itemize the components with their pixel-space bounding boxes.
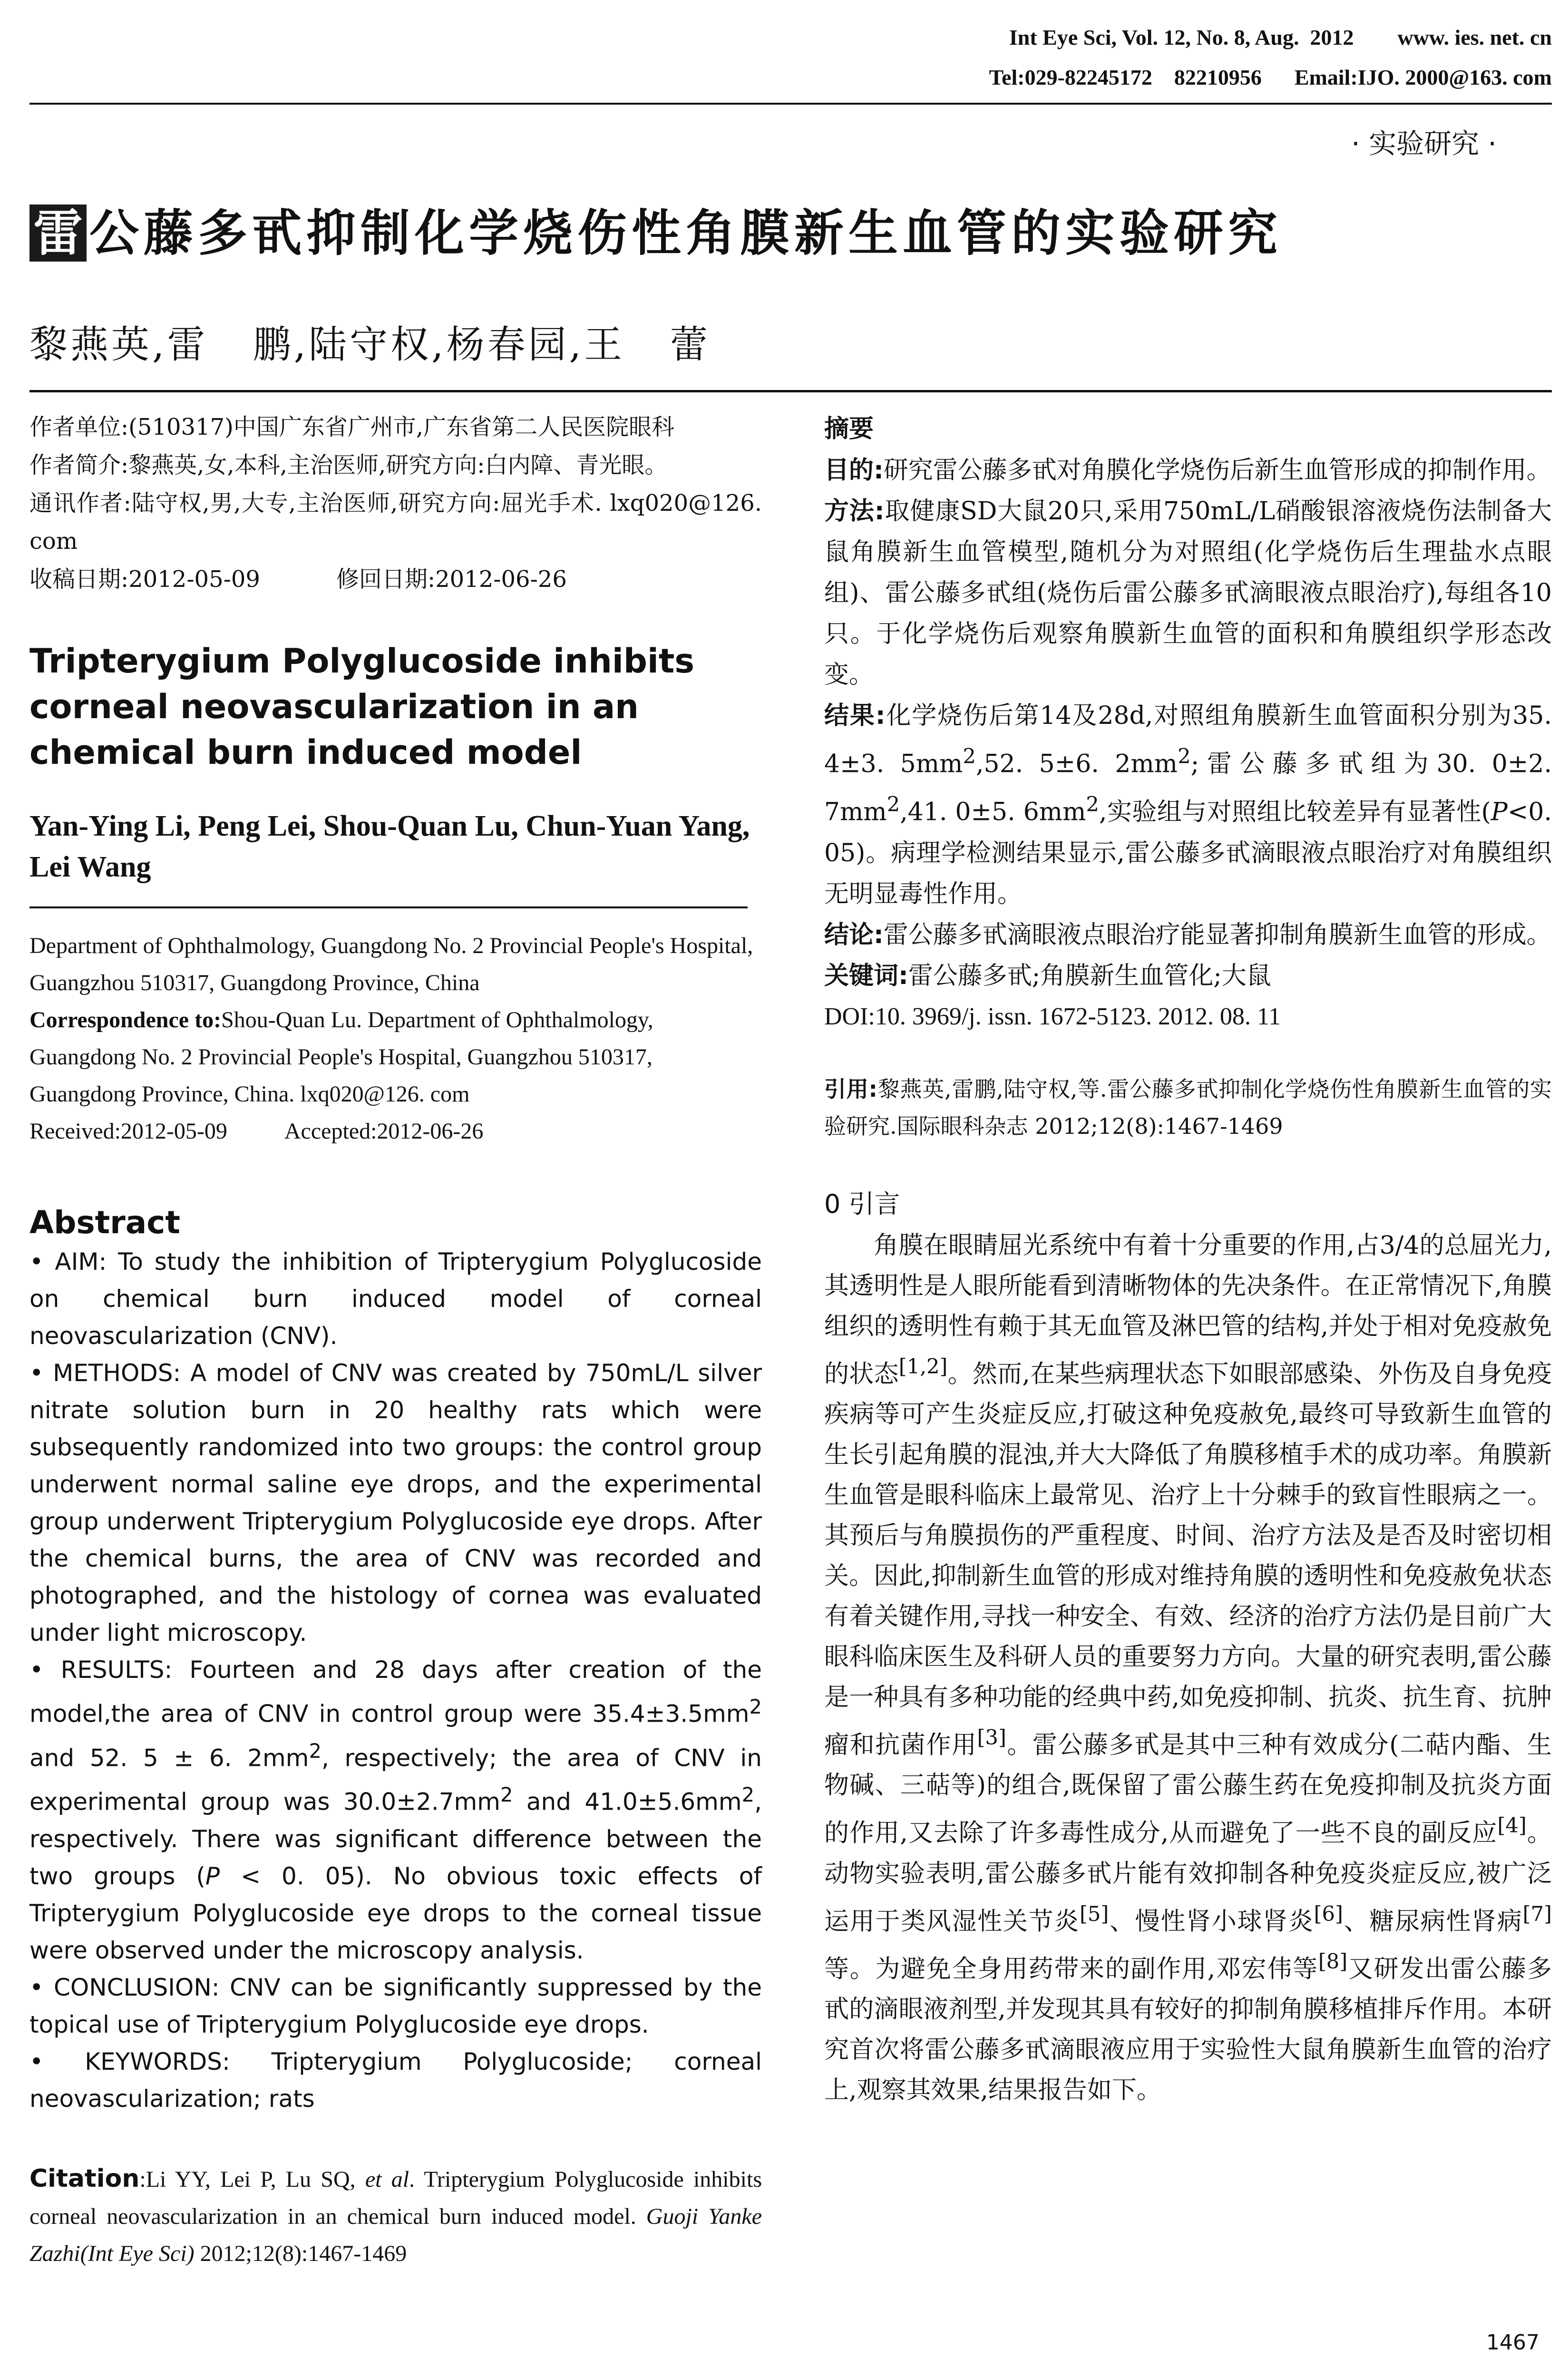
results-text-4: and 41.0±5.6mm: [513, 1788, 742, 1816]
cn-methods: [824, 491, 1552, 695]
section-tag: · 实验研究 ·: [1351, 127, 1497, 160]
citation-etal: et al: [365, 2166, 409, 2192]
cn-conclusion-label: 结论:: [824, 920, 884, 949]
doi: DOI:10. 3969/j. issn. 1672-5123. 2012. 08. 11: [824, 1003, 1281, 1030]
cn-results-3: ;雷公藤多甙组为30. 0±2. 7mm: [824, 750, 1552, 827]
cn-citation-label: 引用:: [824, 1076, 877, 1102]
page-number: 1467: [1486, 2330, 1539, 2355]
ref-citation: [4]: [1497, 1814, 1527, 1838]
english-authors: Yan-Ying Li, Peng Lei, Shou-Quan Lu, Chun-Yuan Yang, Lei Wang: [29, 810, 750, 883]
conclusion-label: • CONCLUSION:: [29, 1973, 220, 2001]
abstract-conclusion: [29, 1969, 762, 2043]
methods-label: • METHODS:: [29, 1359, 181, 1387]
citation-en: [29, 2160, 762, 2272]
abstract-aim: [29, 1243, 762, 1354]
superscript: 2: [1178, 745, 1191, 769]
ref-citation: [6]: [1314, 1902, 1344, 1926]
methods-text: A model of CNV was created by 750mL/L silver nitrate solution burn in 20 healthy rats which were subsequently randomized into two groups: the control group underwent normal saline eye drops, and the experimental group underwent Tripterygium Polyglucoside eye drops. After the chemical burns, the area of CNV was recorded and photographed, and the histology of cornea was evaluated under light microscopy.: [29, 1359, 762, 1646]
intro-text: 、糖尿病性肾病: [1343, 1907, 1523, 1936]
left-column: [29, 408, 762, 2272]
cn-results-4: ,41. 0±5. 6mm: [900, 798, 1086, 827]
cn-results-label: 结果:: [824, 701, 886, 730]
cn-received: 收稿日期:2012-05-09: [29, 566, 260, 593]
intro-text: 。雷公藤多甙是其中三种有效成分(二萜内酯、生物碱、三萜等)的组合,既保留了雷公藤生药在免疫抑制及抗炎方面的作用,又去除了许多毒性成分,从而避免了一些不良的副反应: [824, 1731, 1552, 1848]
cn-revised: 修回日期:2012-06-26: [336, 566, 567, 593]
results-text-6: < 0. 05). No obvious toxic effects of Tripterygium Polyglucoside eye drops to the corneal tissue were observed under the microscopy analysis.: [29, 1862, 762, 1964]
intro-text: 等。为避免全身用药带来的副作用,邓宏伟等: [824, 1955, 1318, 1984]
cn-results-6: <0. 05)。病理学检测结果显示,雷公藤多甙滴眼液点眼治疗对角膜组织无明显毒性作用。: [824, 798, 1552, 908]
cn-conclusion: [824, 915, 1552, 955]
department: Department of Ophthalmology, Guangdong No. 2 Provincial People's Hospital, Guangzhou 510317, Guangdong Province, China: [29, 933, 753, 995]
cn-dates: [29, 560, 762, 598]
intro-text: 、慢性肾小球肾炎: [1109, 1907, 1314, 1936]
superscript: 2: [963, 745, 976, 769]
english-title: Tripterygium Polyglucoside inhibits corneal neovascularization in an chemical burn induced model: [29, 642, 695, 772]
intro-text: 。然而,在某些病理状态下如眼部感染、外伤及自身免疫疾病等可产生炎症反应,打破这种免疫赦免,最终可导致新生血管的生长引起角膜的混浊,并大大降低了角膜移植手术的成功率。角膜新生血管是眼科临床上最常见、治疗上十分棘手的致盲性眼病之一。其预后与角膜损伤的严重程度、时间、治疗方法及是否及时密切相关。因此,抑制新生血管的形成对维持角膜的透明性和免疫赦免状态有着关键作用,寻找一种安全、有效、经济的治疗方法仍是目前广大眼科临床医生及科研人员的重要努力方向。大量的研究表明,雷公藤是一种具有多种功能的经典中药,如免疫抑制、抗炎、抗生育、抗肿瘤和抗菌作用: [824, 1359, 1552, 1760]
ref-citation: [3]: [977, 1725, 1006, 1750]
cn-results-1: 化学烧伤后第14及28d,对照组角膜新生血管面积分别为35. 4±3. 5mm: [824, 701, 1552, 779]
ref-citation: [1,2]: [898, 1354, 948, 1379]
title-text: 公藤多甙抑制化学烧伤性角膜新生血管的实验研究: [89, 204, 1283, 262]
authors-rule: [29, 906, 748, 908]
en-dates: [29, 1113, 762, 1150]
cn-meta: [29, 408, 762, 598]
running-header-contact: Tel:029-82245172 82210956 Email:IJO. 2000@163. com: [989, 65, 1552, 89]
cn-aim-label: 目的:: [824, 456, 884, 485]
cn-results-5: ,实验组与对照组比较差异有显著性(: [1099, 798, 1491, 827]
authors-cn: 黎燕英,雷 鹏,陆守权,杨春园,王 蕾: [29, 322, 711, 367]
en-accepted: Accepted:2012-06-26: [284, 1119, 484, 1144]
results-text-5: , respectively. There was significant difference between the two groups (: [29, 1788, 762, 1890]
en-received: Received:2012-05-09: [29, 1119, 227, 1144]
header-rule: [29, 103, 1552, 105]
intro-text: 角膜在眼睛屈光系统中有着十分重要的作用,占3/4的总屈光力,其透明性是人眼所能看到清晰物体的先决条件。在正常情况下,角膜组织的透明性有赖于其无血管及淋巴管的结构,并处于相对免疫赦免的状态: [824, 1231, 1552, 1388]
title-first-char: 雷: [29, 205, 87, 262]
superscript: 2: [749, 1695, 762, 1718]
results-text-2: and 52. 5 ± 6. 2mm: [29, 1744, 309, 1772]
abstract-heading: Abstract: [29, 1204, 180, 1241]
cn-aim: [824, 450, 1552, 491]
ref-citation: [8]: [1318, 1949, 1348, 1974]
superscript: 2: [500, 1783, 513, 1807]
citation-label: Citation: [29, 2164, 140, 2193]
keywords-text: Tripterygium Polyglucoside; corneal neovascularization; rats: [29, 2047, 762, 2113]
cn-conclusion-text: 雷公藤多甙滴眼液点眼治疗能显著抑制角膜新生血管的形成。: [883, 920, 1551, 949]
citation-text-1: :Li YY, Lei P, Lu SQ,: [139, 2166, 365, 2192]
citation-cn: [824, 1071, 1552, 1145]
results-label: • RESULTS:: [29, 1656, 173, 1684]
intro-paragraph: [824, 1226, 1552, 2111]
correspondence-text: Shou-Quan Lu. Department of Ophthalmology, Guangdong No. 2 Provincial People's Hospital, Guangzhou 510317, Guangdong Province, China. lxq020@126. com: [29, 1007, 653, 1107]
cn-p-symbol: P: [1490, 798, 1508, 827]
intro-text: 。动物实验表明,雷公藤多甙片能有效抑制各种免疫炎症反应,被广泛运用于类风湿性关节炎: [824, 1819, 1552, 1936]
cn-keywords-text: 雷公藤多甙;角膜新生血管化;大鼠: [908, 961, 1271, 990]
correspondence-label: Correspondence to:: [29, 1007, 222, 1033]
abstract-methods: [29, 1354, 762, 1651]
superscript: 2: [741, 1783, 755, 1807]
superscript: 2: [309, 1739, 321, 1763]
english-affiliation: [29, 927, 762, 1150]
cn-results: [824, 695, 1552, 915]
superscript: 2: [1086, 793, 1099, 817]
running-header-journal: Int Eye Sci, Vol. 12, No. 8, Aug. 2012 www. ies. net. cn: [1009, 25, 1552, 49]
abstract-keywords: [29, 2043, 762, 2117]
aim-text: To study the inhibition of Tripterygium Polyglucoside on chemical burn induced model of corneal neovascularization (CNV).: [29, 1248, 762, 1350]
citation-text-3: 2012;12(8):1467-1469: [194, 2241, 407, 2266]
cn-keywords-label: 关键词:: [824, 961, 908, 990]
cn-methods-label: 方法:: [824, 497, 885, 526]
intro-text: 又研发出雷公藤多甙的滴眼液剂型,并发现其具有较好的抑制角膜移植排斥作用。本研究首次将雷公藤多甙滴眼液应用于实验性大鼠角膜新生血管的治疗上,观察其效果,结果报告如下。: [824, 1955, 1552, 2105]
cn-citation-text: 黎燕英,雷鹏,陆守权,等.雷公藤多甙抑制化学烧伤性角膜新生血管的实验研究.国际眼科杂志 2012;12(8):1467-1469: [824, 1076, 1552, 1139]
p-symbol: P: [205, 1862, 220, 1890]
aim-label: • AIM:: [29, 1248, 107, 1276]
keywords-label: • KEYWORDS:: [29, 2047, 230, 2075]
correspondence: [29, 1002, 762, 1113]
abstract-results: [29, 1651, 762, 1969]
cn-bio: 作者简介:黎燕英,女,本科,主治医师,研究方向:白内障、青光眼。: [29, 452, 668, 478]
cn-affiliation: 作者单位:(510317)中国广东省广州市,广东省第二人民医院眼科: [29, 414, 675, 440]
ref-citation: [7]: [1522, 1902, 1552, 1926]
results-text-1: Fourteen and 28 days after creation of the model,the area of CNV in control group were 35.4±3.5mm: [29, 1656, 762, 1728]
conclusion-text: CNV can be significantly suppressed by the topical use of Tripterygium Polyglucoside eye drops.: [29, 1973, 762, 2038]
cn-aim-text: 研究雷公藤多甙对角膜化学烧伤后新生血管形成的抑制作用。: [883, 456, 1551, 485]
results-text-3: , respectively; the area of CNV in experimental group was 30.0±2.7mm: [29, 1744, 762, 1816]
cn-correspondence: 通讯作者:陆守权,男,大专,主治医师,研究方向:屈光手术. lxq020@126. com: [29, 490, 762, 555]
citation-journal: Guoji Yanke Zazhi(Int Eye Sci): [29, 2203, 762, 2266]
cn-methods-text: 取健康SD大鼠20只,采用750mL/L硝酸银溶液烧伤法制备大鼠角膜新生血管模型,随机分为对照组(化学烧伤后生理盐水点眼组)、雷公藤多甙组(烧伤后雷公藤多甙滴眼液点眼治疗),每组各10只。于化学烧伤后观察角膜新生血管的面积和角膜组织学形态改变。: [824, 497, 1552, 689]
title-rule: [29, 390, 1552, 392]
superscript: 2: [886, 793, 900, 817]
ref-citation: [5]: [1079, 1902, 1109, 1926]
citation-text-2: . Tripterygium Polyglucoside inhibits corneal neovascularization in an chemical burn induced model.: [29, 2166, 762, 2229]
cn-keywords: [824, 955, 1552, 996]
article-title: [29, 205, 1539, 262]
cn-abstract-heading: 摘要: [824, 415, 874, 443]
right-column: [824, 408, 1552, 2111]
intro-heading: 0 引言: [824, 1188, 900, 1219]
cn-results-2: ,52. 5±6. 2mm: [976, 750, 1178, 779]
